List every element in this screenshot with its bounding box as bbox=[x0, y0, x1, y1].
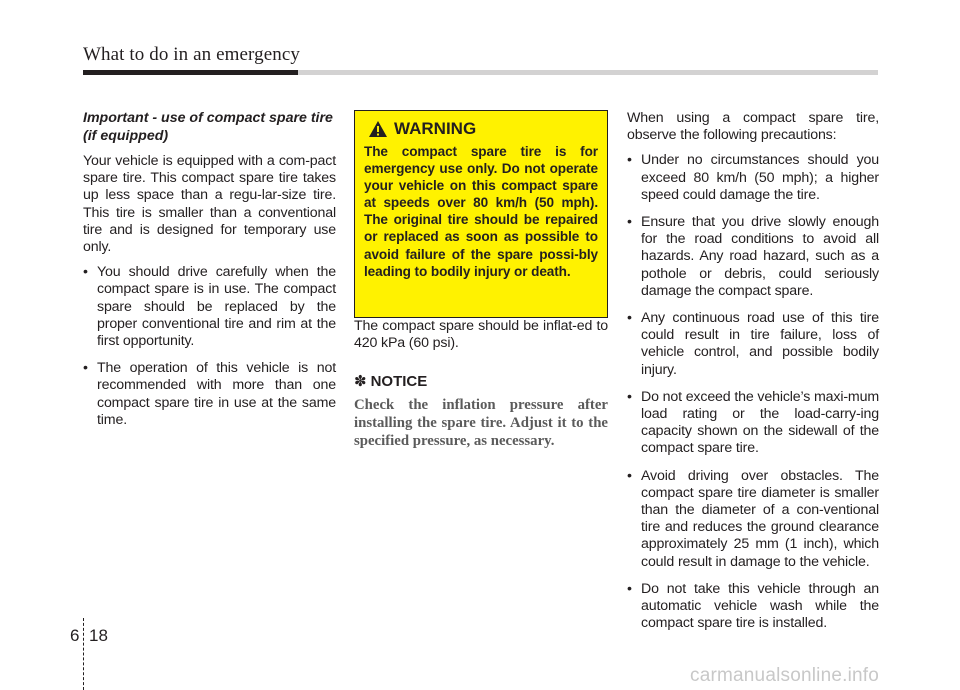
list-item: • You should drive carefully when the compact spare is in use. The compact spare should be replaced by the proper conventional tire and rim at the first opportunity. bbox=[83, 264, 336, 350]
list-item: • The operation of this vehicle is not recommended with more than one compact spare tire in use at the same time. bbox=[83, 360, 336, 429]
watermark: carmanualsonline.info bbox=[690, 665, 880, 686]
header-rule-accent bbox=[83, 70, 298, 75]
intro-paragraph: Your vehicle is equipped with a com-pact spare tire. This compact spare tire takes up less space than a regu-lar-size tire. This tire is smaller than a conventional tire and is designed for temporary use only. bbox=[83, 153, 336, 256]
bullet-list bbox=[83, 264, 336, 429]
section-subheading: Important - use of compact spare tire (if equipped) bbox=[83, 110, 333, 144]
chapter-number: 6 bbox=[70, 626, 80, 645]
warning-box bbox=[354, 110, 608, 318]
list-item: • Do not exceed the vehicle’s maxi-mum load rating or the load-carry-ing capacity shown on the sidewall of the compact spare tire. bbox=[627, 389, 879, 458]
notice-header bbox=[354, 372, 608, 390]
page-header-title: What to do in an emergency bbox=[83, 44, 300, 65]
page-number: 18 bbox=[89, 626, 108, 645]
list-item: • Under no circumstances should you exceed 80 km/h (50 mph); a higher speed could damage the tire. bbox=[627, 152, 879, 204]
inflation-paragraph: The compact spare should be inflat-ed to 420 kPa (60 psi). bbox=[354, 318, 608, 352]
warning-triangle-icon bbox=[368, 120, 388, 138]
footer-divider bbox=[83, 618, 84, 690]
notice-text: Check the inflation pressure after installing the spare tire. Adjust it to the specified pressure, as necessary. bbox=[354, 397, 608, 450]
list-item: • Do not take this vehicle through an automatic vehicle wash while the compact spare tire is installed. bbox=[627, 581, 879, 633]
precautions-intro: When using a compact spare tire, observe the following precautions: bbox=[627, 110, 879, 144]
notice-symbol-icon: ✽ bbox=[354, 373, 367, 391]
list-item: • Avoid driving over obstacles. The compact spare tire diameter is smaller than the diameter of a con-ventional tire and reduces the ground clearance approximately 25 mm (1 inch), which could result in damage to the vehicle. bbox=[627, 468, 879, 571]
column-right bbox=[627, 110, 879, 642]
warning-text: The compact spare tire is for emergency use only. Do not operate your vehicle on this compact spare at speeds over 80 km/h (50 mph). The original tire should be repaired or replaced as soon as possible to avoid failure of the spare possi-bly leading to bodily injury or death. bbox=[364, 144, 598, 279]
column-left bbox=[83, 110, 336, 439]
column-middle bbox=[354, 110, 608, 450]
notice-title: NOTICE bbox=[370, 372, 428, 390]
precautions-list bbox=[627, 152, 879, 632]
warning-header bbox=[368, 119, 598, 139]
list-item: • Any continuous road use of this tire could result in tire failure, loss of vehicle control, and possible bodily injury. bbox=[627, 310, 879, 379]
warning-title: WARNING bbox=[394, 119, 477, 138]
list-item: • Ensure that you drive slowly enough for the road conditions to avoid all hazards. Any road hazard, such as a pothole or debris, could seriously damage the compact spare. bbox=[627, 214, 879, 300]
